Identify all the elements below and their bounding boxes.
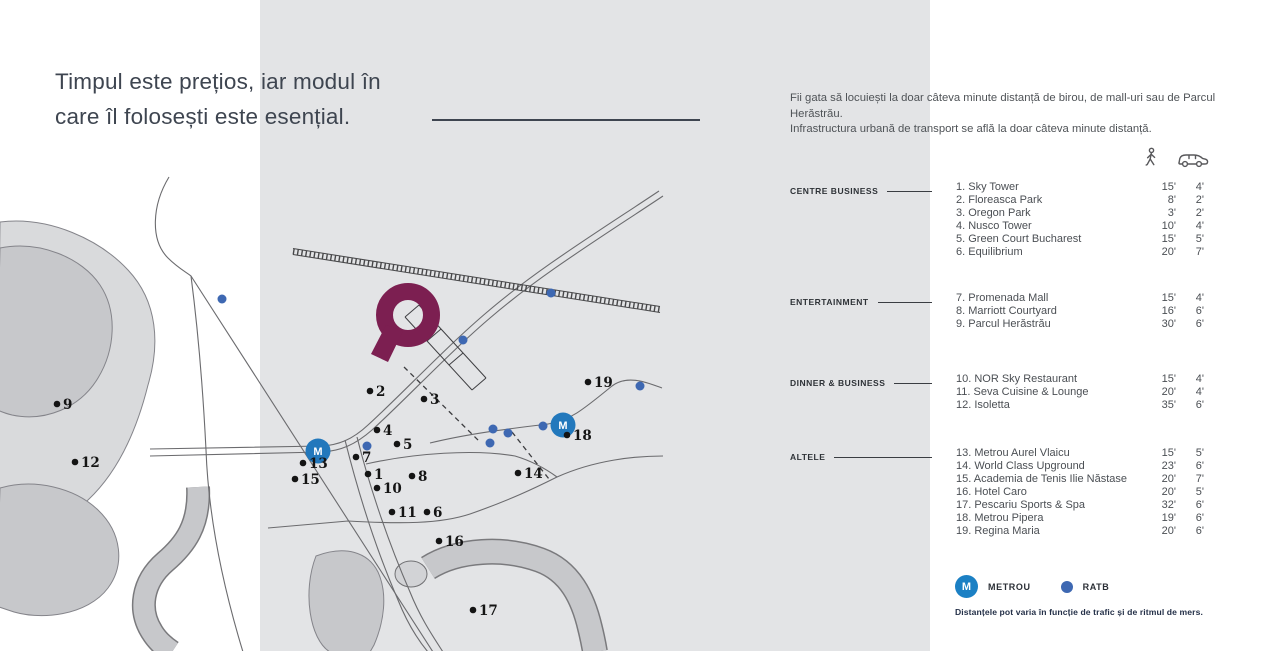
poi-marker-label: 15 [301,472,320,488]
poi-marker-dot [585,379,592,386]
poi-walk: 15' [1161,181,1176,193]
poi-marker-dot [394,441,401,448]
poi-drive: 6' [1195,460,1204,472]
poi-row [956,305,1204,318]
poi-drive: 4' [1195,181,1204,193]
category-line [878,302,932,303]
poi-row [956,486,1204,499]
metro-letter: M [961,580,972,593]
map-legend [955,575,1203,617]
ratb-stop-dot [459,336,468,345]
poi-marker-dot [470,607,477,614]
poi-name: 15. Academia de Tenis Ilie Năstase [956,473,1128,485]
poi-marker-label: 8 [418,469,428,485]
poi-marker-label: 18 [573,428,592,444]
poi-walk: 20' [1161,246,1176,258]
poi-marker-dot [374,427,381,434]
poi-row [956,207,1204,220]
poi-name: 6. Equilibrium [956,246,1023,258]
poi-walk: 3' [1167,207,1176,219]
category-altele [790,452,932,462]
poi-drive: 2' [1195,194,1204,206]
poi-marker-dot [54,401,61,408]
legend-metrou-label: METROU [988,581,1031,592]
ratb-stop-dot [504,429,513,438]
poi-name: 5. Green Court Bucharest [956,233,1082,245]
poi-marker-label: 12 [81,455,100,471]
poi-drive: 4' [1195,386,1204,398]
poi-row [956,399,1204,412]
poi-name: 3. Oregon Park [956,207,1031,219]
poi-marker-label: 10 [383,481,402,497]
category-line [887,191,932,192]
page-title [55,64,381,134]
ratb-stop-dot [489,425,498,434]
poi-walk: 15' [1161,233,1176,245]
poi-marker-dot [409,473,416,480]
poi-drive: 6' [1195,525,1204,537]
poi-row [956,194,1204,207]
poi-row [956,499,1204,512]
metro-station-letter: M [313,446,323,458]
poi-row [956,373,1204,386]
poi-walk: 20' [1161,525,1176,537]
poi-group [956,292,1204,331]
poi-name: 12. Isoletta [956,399,1010,411]
poi-walk: 30' [1161,318,1176,330]
poi-walk: 20' [1161,473,1176,485]
walking-icon [1141,147,1161,171]
poi-name: 4. Nusco Tower [956,220,1032,232]
poi-walk: 10' [1161,220,1176,232]
poi-marker-dot [421,396,428,403]
poi-drive: 6' [1195,305,1204,317]
poi-marker-label: 11 [398,505,417,521]
poi-marker-label: 5 [403,437,413,453]
poi-marker-label: 1 [374,467,384,483]
poi-walk: 15' [1161,373,1176,385]
category-entertainment [790,297,932,307]
poi-marker-label: 16 [445,534,464,550]
poi-row [956,220,1204,233]
ratb-stop-dot [218,295,227,304]
poi-row [956,512,1204,525]
poi-drive: 4' [1195,292,1204,304]
poi-name: 18. Metrou Pipera [956,512,1044,524]
poi-row [956,473,1204,486]
poi-row [956,386,1204,399]
poi-group [956,373,1204,412]
poi-marker-label: 17 [479,603,498,619]
poi-name: 9. Parcul Herăstrău [956,318,1051,330]
poi-marker-dot [365,471,372,478]
poi-marker-label: 7 [362,450,372,466]
poi-row [956,460,1204,473]
poi-marker-label: 4 [383,423,393,439]
poi-walk: 35' [1161,399,1176,411]
poi-name: 2. Floreasca Park [956,194,1043,206]
page-title-line2: care îl folosești este esențial. [55,104,351,129]
car-icon [1176,150,1210,170]
poi-walk: 20' [1161,486,1176,498]
poi-marker-dot [300,460,307,467]
poi-marker-label: 14 [524,466,543,482]
poi-marker-dot [72,459,79,466]
metro-icon [955,575,978,598]
poi-name: 16. Hotel Caro [956,486,1027,498]
poi-marker-dot [389,509,396,516]
category-label: CENTRE BUSINESS [790,186,879,196]
poi-drive: 5' [1195,447,1204,459]
poi-group [956,181,1204,259]
legend-disclaimer: Distanțele pot varia în funcție de trafic și de ritmul de mers. [955,607,1203,617]
category-label: ALTELE [790,452,826,462]
poi-marker-label: 19 [594,375,613,391]
poi-marker-label: 6 [433,505,443,521]
poi-marker-dot [436,538,443,545]
poi-marker-dot [564,432,571,439]
category-label: ENTERTAINMENT [790,297,869,307]
legend-ratb-label: RATB [1082,581,1110,592]
poi-row [956,447,1204,460]
poi-walk: 23' [1161,460,1176,472]
category-line [894,383,932,384]
ratb-stop-dot [636,382,645,391]
poi-name: 14. World Class Upground [956,460,1085,472]
poi-marker-label: 9 [63,397,73,413]
poi-drive: 7' [1195,246,1204,258]
poi-name: 19. Regina Maria [956,525,1040,537]
poi-drive: 6' [1195,499,1204,511]
ratb-stop-dot [539,422,548,431]
poi-name: 13. Metrou Aurel Vlaicu [956,447,1070,459]
poi-marker-dot [353,454,360,461]
poi-marker-dot [367,388,374,395]
poi-row [956,181,1204,194]
ratb-stop-dot [486,439,495,448]
poi-walk: 19' [1161,512,1176,524]
intro-line1: Fii gata să locuiești la doar câteva minute distanță de birou, de mall-uri sau de Parcul Herăstrău. [790,92,1216,120]
intro-line2: Infrastructura urbană de transport se află la doar câteva minute distanță. [790,123,1152,135]
poi-name: 10. NOR Sky Restaurant [956,373,1078,385]
poi-marker-dot [424,509,431,516]
category-line [834,457,932,458]
poi-row [956,233,1204,246]
poi-drive: 6' [1195,318,1204,330]
ratb-stop-dot [547,289,556,298]
map-pond [395,561,427,587]
poi-drive: 2' [1195,207,1204,219]
page-title-line1: Timpul este prețios, iar modul în [55,69,381,94]
poi-name: 7. Promenada Mall [956,292,1049,304]
poi-name: 11. Seva Cuisine & Lounge [956,386,1089,398]
poi-walk: 20' [1161,386,1176,398]
poi-row [956,318,1204,331]
poi-name: 17. Pescariu Sports & Spa [956,499,1086,511]
ratb-dot-icon [1061,581,1073,593]
intro-text [790,91,1250,138]
title-underline [432,119,700,121]
project-nine-logo [371,292,432,363]
category-dinner-business [790,378,932,388]
poi-walk: 32' [1161,499,1176,511]
poi-marker-label: 3 [430,392,440,408]
poi-walk: 16' [1161,305,1176,317]
poi-marker-label: 2 [376,384,386,400]
poi-drive: 5' [1195,486,1204,498]
poi-group [956,447,1204,538]
category-centre-business [790,186,932,196]
railway-line [293,249,660,313]
poi-walk: 8' [1167,194,1176,206]
poi-name: 1. Sky Tower [956,181,1019,193]
poi-marker-dot [292,476,299,483]
map-dashed-paths [404,367,549,479]
poi-name: 8. Marriott Courtyard [956,305,1057,317]
poi-drive: 7' [1195,473,1204,485]
metro-station-letter: M [558,420,568,432]
poi-drive: 5' [1195,233,1204,245]
poi-drive: 4' [1195,220,1204,232]
poi-row [956,246,1204,259]
category-label: DINNER & BUSINESS [790,378,886,388]
poi-drive: 4' [1195,373,1204,385]
poi-walk: 15' [1161,292,1176,304]
poi-marker-dot [515,470,522,477]
poi-drive: 6' [1195,512,1204,524]
poi-row [956,292,1204,305]
poi-walk: 15' [1161,447,1176,459]
poi-drive: 6' [1195,399,1204,411]
poi-row [956,525,1204,538]
poi-marker-label: 13 [309,456,328,472]
poi-marker-dot [374,485,381,492]
